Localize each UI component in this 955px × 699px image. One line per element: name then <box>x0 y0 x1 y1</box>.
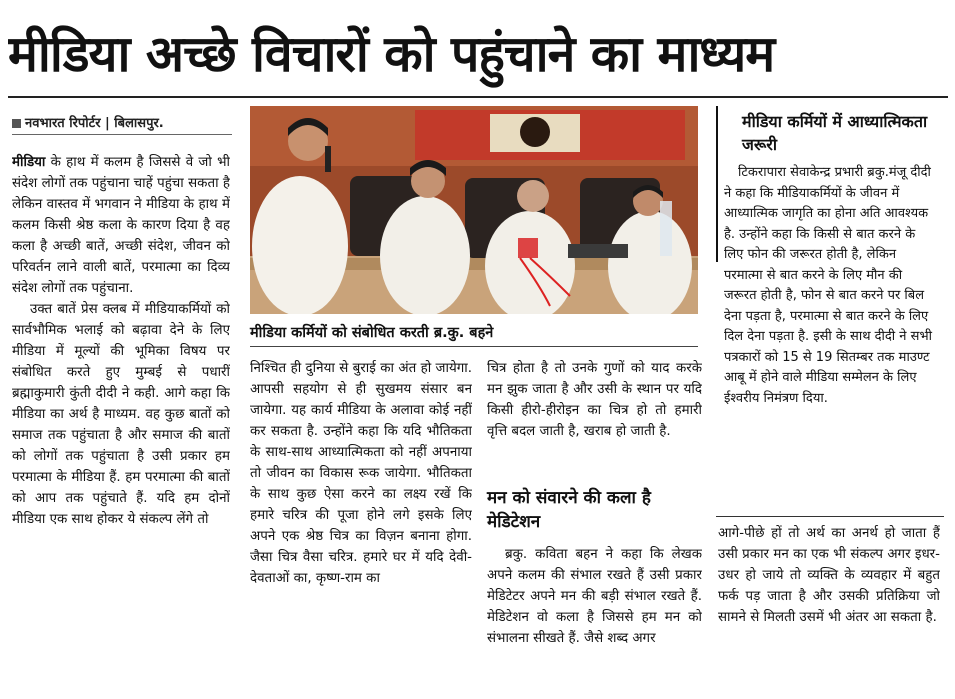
headline: मीडिया अच्छे विचारों को पहुंचाने का माध्यम <box>8 25 775 83</box>
paragraph: निश्चित ही दुनिया से बुराई का अंत हो जायेगा. आपसी सहयोग से ही सुखमय संसार बन जायेगा. यह कार्य मीडिया के अलावा कोई नहीं कर सकता है. उन्होंने कहा कि यदि भौतिकता के साथ-साथ आध्यात्मिकता को नहीं अपनाया तो जीवन का विकास रूक जायेगा. भौतिकता के साथ कुछ ऐसा करने का लक्ष्य रखें कि हमारे चरित्र की पूजा होने लगे इसके लिए अपने एक श्रेष्ठ चित्र का विज़न बनाना होगा. जैसा चित्र वैसा चरित्र. हमारे घर में यदि देवी-देवताओं का, कृष्ण-राम का <box>250 361 472 586</box>
byline <box>12 113 242 131</box>
article-column-3-continued <box>487 544 702 694</box>
sidebox-heading: मीडिया कर्मियों में आध्यात्मिकता जरूरी <box>742 112 928 154</box>
paragraph: उक्त बातें प्रेस क्लब में मीडियाकर्मियों को सार्वभौमिक भलाई को बढ़ावा देने के लिए मीडिया में मूल्यों की भूमिका विषय पर संबोधित करते हुए मुम्बई से पधारीं ब्रह्माकुमारी कुंती दीदी ने कही. आगे कहा कि मीडिया का अर्थ है माध्यम. वह कुछ बातों को समाज तक पहुंचाता है और समाज की बातों को लोगों तक पहुंचाता है उसी प्रकार हम परमात्मा के मीडिया हैं. हम परमात्मा की बातों को आप तक पहुंचाते हैं. यदि हम दोनों मीडिया एक साथ होकर ये संकल्प लेंगे तो <box>12 302 230 527</box>
byline-text: नवभारत रिपोर्टर | बिलासपुर. <box>25 116 164 131</box>
photo-illustration <box>250 106 698 314</box>
byline-rule <box>12 134 232 135</box>
sidebox-body <box>724 163 937 513</box>
square-bullet-icon <box>12 119 21 128</box>
article-column-5 <box>718 523 940 693</box>
photo-caption: मीडिया कर्मियों को संबोधित करती ब्र.कु. बहने <box>250 325 494 341</box>
sidebox-border <box>716 106 718 262</box>
headline-rule <box>8 96 948 98</box>
paragraph: आगे-पीछे हों तो अर्थ का अनर्थ हो जाता हैं उसी प्रकार मन का एक भी संकल्प अगर इधर-उधर हो जाये तो व्यक्ति के व्यवहार में बहुत फर्क पड़ जाता है और उसकी प्रतिक्रिया जो सामने से मिलती उसमें भी अंतर आ सकता है. <box>718 526 940 625</box>
paragraph: ब्रकु. कविता बहन ने कहा कि लेखक अपने कलम की संभाल रखते हैं उसी प्रकार मेडिटेटर अपने मन की बड़ी संभाल रखते हैं. मेडिटेशन वो कला है जिससे हम मन को संभालना सीखते हैं. जैसे शब्द अगर <box>487 547 702 646</box>
subheading: मन को संवारने की कला है मेडिटेशन <box>487 488 651 532</box>
news-photo <box>250 106 698 314</box>
paragraph <box>12 152 230 299</box>
paragraph: चित्र होता है तो उनके गुणों को याद करके मन झुक जाता है और उसी के स्थान पर यदि किसी हीरो-हीरोइन का चित्र हो तो हमारी वृत्ति बदल जाती है, खराब हो जाती है. <box>487 361 702 439</box>
sidebox-bottom-rule <box>716 516 944 517</box>
caption-rule <box>250 346 698 347</box>
paragraph: टिकरापारा सेवाकेन्द्र प्रभारी ब्रकु.मंजू दीदी ने कहा कि मीडियाकर्मियों के जीवन में आध्यात्मिक जागृति का होना अति आवश्यक है. उन्होंने कहा कि किसी से बात करने के लिए फोन की जरूरत होती है, लेकिन परमात्मा से बात करने के लिए मौन की जरूरत होती है, फोन से बात करने पर बिल देना पड़ता है, परमात्मा से बात करने के लिए दिल देना पड़ता है. इसी के साथ दीदी ने सभी पत्रकारों को 15 से 19 सितम्बर तक माउण्ट आबू में होने वाले मीडिया सम्मेलन के लिए ईश्वरीय निमंत्रण दिया. <box>724 165 932 406</box>
paragraph-text: के हाथ में कलम है जिससे वे जो भी संदेश लोगों तक पहुंचाना चाहें पहुंचा सकता है लेकिन वास्तव में भगवान ने मीडिया के हाथ में कलम किसी श्रेष्ठ कला के कारण दिया है वह कला है अच्छी बातें, अच्छी संदेश, जीवन को परिवर्तन लाने वाली बातें, परमात्मा का दिव्य संदेश लोगों तक पहुंचाना. <box>12 155 230 296</box>
lead-word: मीडिया <box>12 155 46 170</box>
article-column-1 <box>12 152 230 692</box>
article-column-2 <box>250 358 472 694</box>
